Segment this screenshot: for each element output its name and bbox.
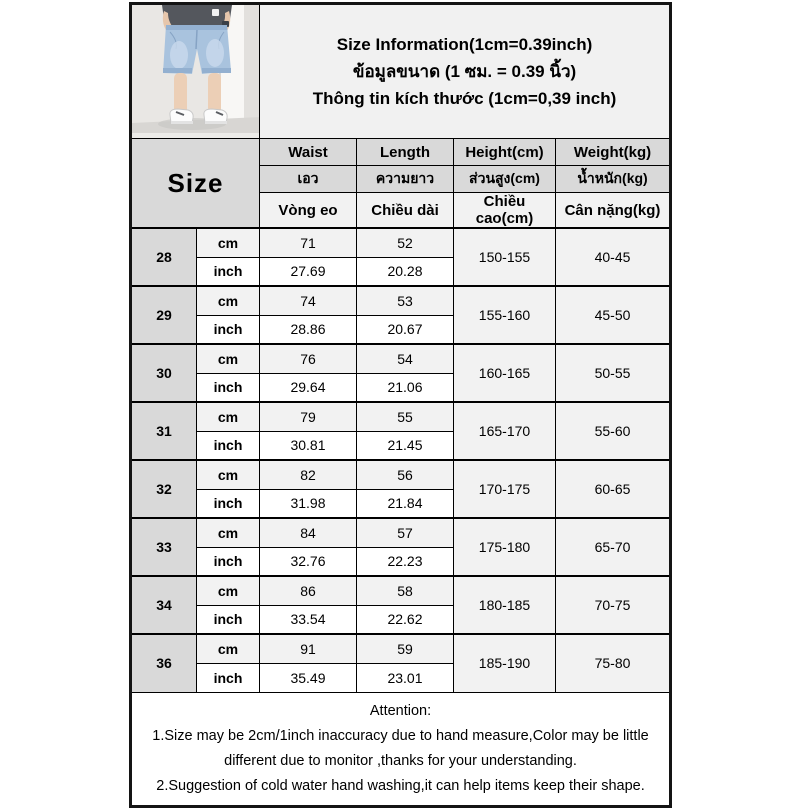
height-range-value: 165-170 bbox=[454, 402, 556, 460]
unit-label-cm: cm bbox=[197, 460, 260, 489]
col-header-weight-vi: Cân nặng(kg) bbox=[556, 193, 671, 229]
col-header-weight-th: น้ำหนัก(kg) bbox=[556, 166, 671, 193]
unit-label-cm: cm bbox=[197, 286, 260, 315]
attention-line-2: 2.Suggestion of cold water hand washing,it can help items keep their shape. bbox=[156, 777, 645, 794]
weight-range-value: 75-80 bbox=[556, 634, 671, 692]
weight-range-value: 50-55 bbox=[556, 344, 671, 402]
title-line-en: Size Information(1cm=0.39inch) bbox=[336, 35, 593, 54]
height-range-value: 150-155 bbox=[454, 228, 556, 286]
length-cm-value: 52 bbox=[357, 228, 454, 257]
unit-label-cm: cm bbox=[197, 228, 260, 257]
weight-range-value: 55-60 bbox=[556, 402, 671, 460]
attention-heading: Attention: bbox=[369, 702, 432, 719]
length-inch-value: 23.01 bbox=[357, 663, 454, 692]
col-header-waist-en: Waist bbox=[260, 139, 357, 166]
waist-inch-value: 27.69 bbox=[260, 257, 357, 286]
title-line-th: ข้อมูลขนาด (1 ซม. = 0.39 นิ้ว) bbox=[352, 62, 577, 81]
size-value: 29 bbox=[131, 286, 197, 344]
unit-label-inch: inch bbox=[197, 605, 260, 634]
height-range-value: 170-175 bbox=[454, 460, 556, 518]
length-inch-value: 21.45 bbox=[357, 431, 454, 460]
waist-cm-value: 71 bbox=[260, 228, 357, 257]
size-info-title bbox=[260, 4, 671, 139]
height-range-value: 185-190 bbox=[454, 634, 556, 692]
product-photo-cell bbox=[131, 4, 260, 139]
length-inch-value: 21.84 bbox=[357, 489, 454, 518]
waist-inch-value: 35.49 bbox=[260, 663, 357, 692]
waist-inch-value: 32.76 bbox=[260, 547, 357, 576]
col-header-height-en: Height(cm) bbox=[454, 139, 556, 166]
waist-cm-value: 74 bbox=[260, 286, 357, 315]
height-range-value: 180-185 bbox=[454, 576, 556, 634]
unit-label-inch: inch bbox=[197, 547, 260, 576]
col-header-length-th: ความยาว bbox=[357, 166, 454, 193]
length-cm-value: 58 bbox=[357, 576, 454, 605]
length-cm-value: 53 bbox=[357, 286, 454, 315]
unit-label-cm: cm bbox=[197, 576, 260, 605]
waist-cm-value: 76 bbox=[260, 344, 357, 373]
weight-range-value: 70-75 bbox=[556, 576, 671, 634]
length-cm-value: 55 bbox=[357, 402, 454, 431]
size-value: 30 bbox=[131, 344, 197, 402]
weight-range-value: 45-50 bbox=[556, 286, 671, 344]
length-inch-value: 20.67 bbox=[357, 315, 454, 344]
waist-cm-value: 91 bbox=[260, 634, 357, 663]
waist-inch-value: 28.86 bbox=[260, 315, 357, 344]
size-chart-sheet bbox=[129, 2, 669, 808]
length-cm-value: 57 bbox=[357, 518, 454, 547]
height-range-value: 160-165 bbox=[454, 344, 556, 402]
size-table-body bbox=[131, 228, 671, 692]
unit-label-inch: inch bbox=[197, 373, 260, 402]
waist-inch-value: 29.64 bbox=[260, 373, 357, 402]
height-range-value: 175-180 bbox=[454, 518, 556, 576]
waist-inch-value: 30.81 bbox=[260, 431, 357, 460]
unit-label-cm: cm bbox=[197, 518, 260, 547]
product-photo bbox=[132, 5, 260, 133]
col-header-weight-en: Weight(kg) bbox=[556, 139, 671, 166]
col-header-height-vi: Chiều cao(cm) bbox=[454, 193, 556, 229]
weight-range-value: 60-65 bbox=[556, 460, 671, 518]
waist-inch-value: 31.98 bbox=[260, 489, 357, 518]
attention-note bbox=[131, 692, 671, 806]
length-inch-value: 20.28 bbox=[357, 257, 454, 286]
col-header-length-vi: Chiều dài bbox=[357, 193, 454, 229]
waist-inch-value: 33.54 bbox=[260, 605, 357, 634]
size-value: 32 bbox=[131, 460, 197, 518]
length-inch-value: 22.23 bbox=[357, 547, 454, 576]
col-header-waist-vi: Vòng eo bbox=[260, 193, 357, 229]
length-cm-value: 54 bbox=[357, 344, 454, 373]
weight-range-value: 65-70 bbox=[556, 518, 671, 576]
unit-label-inch: inch bbox=[197, 663, 260, 692]
size-header-label: Size bbox=[131, 139, 260, 229]
col-header-length-en: Length bbox=[357, 139, 454, 166]
col-header-waist-th: เอว bbox=[260, 166, 357, 193]
size-chart-table bbox=[129, 2, 672, 808]
unit-label-inch: inch bbox=[197, 315, 260, 344]
size-value: 31 bbox=[131, 402, 197, 460]
waist-cm-value: 79 bbox=[260, 402, 357, 431]
size-value: 34 bbox=[131, 576, 197, 634]
title-line-vi: Thông tin kích thước (1cm=0,39 inch) bbox=[312, 89, 617, 108]
col-header-height-th: ส่วนสูง(cm) bbox=[454, 166, 556, 193]
length-cm-value: 56 bbox=[357, 460, 454, 489]
weight-range-value: 40-45 bbox=[556, 228, 671, 286]
unit-label-cm: cm bbox=[197, 634, 260, 663]
length-inch-value: 21.06 bbox=[357, 373, 454, 402]
waist-cm-value: 86 bbox=[260, 576, 357, 605]
unit-label-inch: inch bbox=[197, 257, 260, 286]
unit-label-cm: cm bbox=[197, 402, 260, 431]
attention-line-1: 1.Size may be 2cm/1inch inaccuracy due to hand measure,Color may be little different due to monitor ,thanks for your understanding. bbox=[152, 727, 649, 769]
waist-cm-value: 84 bbox=[260, 518, 357, 547]
waist-cm-value: 82 bbox=[260, 460, 357, 489]
unit-label-cm: cm bbox=[197, 344, 260, 373]
length-cm-value: 59 bbox=[357, 634, 454, 663]
unit-label-inch: inch bbox=[197, 489, 260, 518]
height-range-value: 155-160 bbox=[454, 286, 556, 344]
size-value: 28 bbox=[131, 228, 197, 286]
size-value: 33 bbox=[131, 518, 197, 576]
length-inch-value: 22.62 bbox=[357, 605, 454, 634]
size-value: 36 bbox=[131, 634, 197, 692]
unit-label-inch: inch bbox=[197, 431, 260, 460]
